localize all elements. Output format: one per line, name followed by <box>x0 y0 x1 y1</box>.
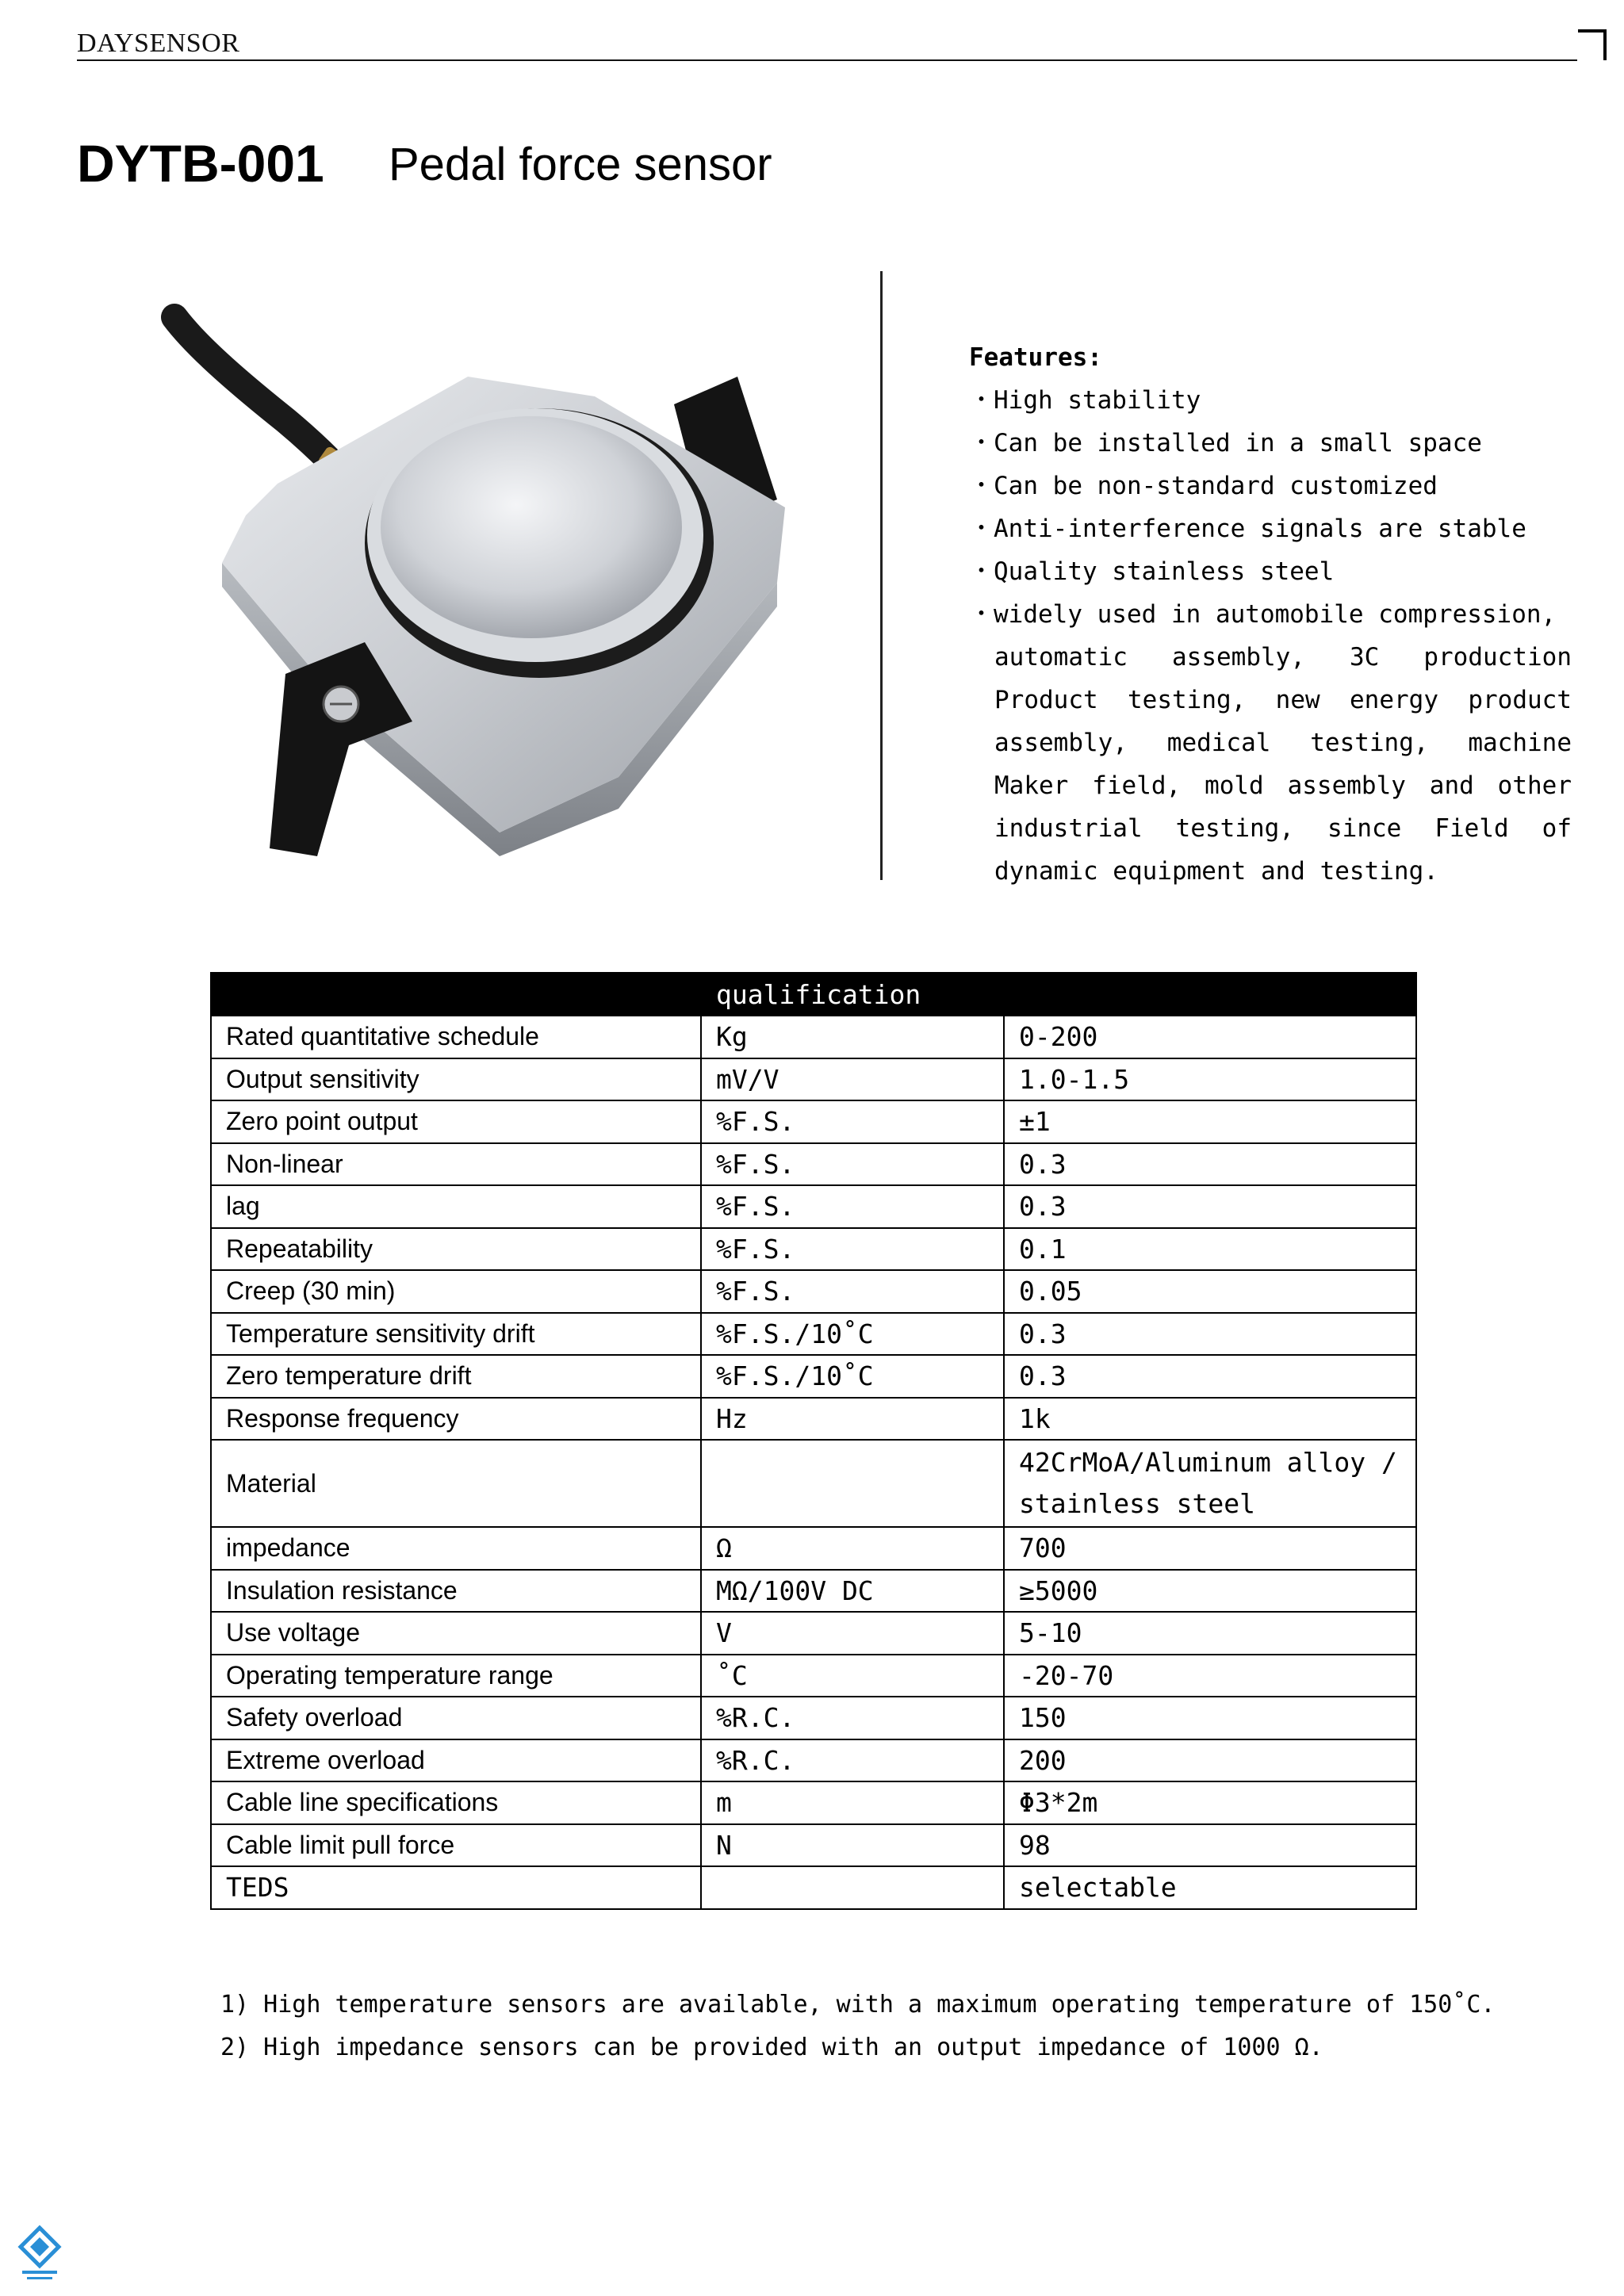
corner-bracket-icon <box>1576 29 1608 62</box>
spec-name: Insulation resistance <box>211 1570 701 1613</box>
spec-unit: %F.S. <box>701 1100 1004 1143</box>
table-row <box>211 1739 1416 1782</box>
spec-unit: Kg <box>701 1016 1004 1058</box>
spec-name: Creep (30 min) <box>211 1270 701 1313</box>
spec-name: Output sensitivity <box>211 1058 701 1101</box>
model-number: DYTB-001 <box>77 134 324 193</box>
table-row <box>211 1570 1416 1613</box>
spec-value: 200 <box>1004 1739 1416 1782</box>
spec-name: Temperature sensitivity drift <box>211 1313 701 1356</box>
product-title: Pedal force sensor <box>389 139 772 190</box>
spec-name: Zero temperature drift <box>211 1355 701 1398</box>
spec-unit: %F.S. <box>701 1185 1004 1228</box>
spec-name: Rated quantitative schedule <box>211 1016 701 1058</box>
spec-value: 98 <box>1004 1824 1416 1867</box>
features-panel <box>969 336 1572 893</box>
note-item: 1) High temperature sensors are available, with a maximum operating temperature of 150˚C. <box>220 1991 1496 2019</box>
spec-unit: ˚C <box>701 1655 1004 1697</box>
spec-name: TEDS <box>211 1866 701 1909</box>
header-rule <box>77 59 1577 61</box>
table-row <box>211 1143 1416 1186</box>
spec-value: 5-10 <box>1004 1612 1416 1655</box>
spec-name: Cable limit pull force <box>211 1824 701 1867</box>
spec-value: 1k <box>1004 1398 1416 1441</box>
spec-value: 0.1 <box>1004 1228 1416 1271</box>
spec-unit: %F.S./10˚C <box>701 1313 1004 1356</box>
feature-item: ・Quality stainless steel <box>969 557 1335 586</box>
table-row <box>211 1612 1416 1655</box>
spec-unit: N <box>701 1824 1004 1867</box>
notes <box>220 1984 1495 2069</box>
spec-name: Repeatability <box>211 1228 701 1271</box>
table-row <box>211 1398 1416 1441</box>
spec-value: 42CrMoA/Aluminum alloy / stainless steel <box>1004 1440 1416 1527</box>
feature-item: ・High stability <box>969 386 1201 415</box>
spec-value: 0.3 <box>1004 1185 1416 1228</box>
table-row <box>211 1824 1416 1867</box>
features-title: Features: <box>969 343 1102 372</box>
table-row <box>211 1781 1416 1824</box>
table-row <box>211 1228 1416 1271</box>
spec-name: impedance <box>211 1527 701 1570</box>
spec-name: lag <box>211 1185 701 1228</box>
spec-name: Zero point output <box>211 1100 701 1143</box>
feature-item: ・Can be non-standard customized <box>969 472 1438 500</box>
spec-unit: %R.C. <box>701 1697 1004 1739</box>
spec-value: 0.3 <box>1004 1313 1416 1356</box>
spec-name: Extreme overload <box>211 1739 701 1782</box>
spec-unit <box>701 1866 1004 1909</box>
table-row <box>211 1440 1416 1527</box>
spec-value: 0.3 <box>1004 1355 1416 1398</box>
table-row <box>211 1058 1416 1101</box>
spec-name: Cable line specifications <box>211 1781 701 1824</box>
spec-value: 0.3 <box>1004 1143 1416 1186</box>
spec-name: Use voltage <box>211 1612 701 1655</box>
table-row <box>211 1313 1416 1356</box>
table-row <box>211 1185 1416 1228</box>
spec-unit: %R.C. <box>701 1739 1004 1782</box>
spec-value: 700 <box>1004 1527 1416 1570</box>
table-row <box>211 1697 1416 1739</box>
product-photo <box>151 301 864 872</box>
spec-value: 150 <box>1004 1697 1416 1739</box>
spec-name: Response frequency <box>211 1398 701 1441</box>
feature-item: ・Anti-interference signals are stable <box>969 515 1526 543</box>
table-row <box>211 1270 1416 1313</box>
spec-unit: %F.S./10˚C <box>701 1355 1004 1398</box>
table-row <box>211 1355 1416 1398</box>
spec-value: -20-70 <box>1004 1655 1416 1697</box>
spec-unit: V <box>701 1612 1004 1655</box>
table-header-spacer <box>211 973 701 1016</box>
table-row <box>211 1866 1416 1909</box>
spec-name: Safety overload <box>211 1697 701 1739</box>
spec-unit: m <box>701 1781 1004 1824</box>
spec-value: selectable <box>1004 1866 1416 1909</box>
spec-name: Material <box>211 1440 701 1527</box>
table-row <box>211 1527 1416 1570</box>
spec-unit: %F.S. <box>701 1143 1004 1186</box>
spec-value: 1.0-1.5 <box>1004 1058 1416 1101</box>
note-item: 2) High impedance sensors can be provided with an output impedance of 1000 Ω. <box>220 2034 1323 2061</box>
brand-header: DAYSENSOR <box>77 29 240 58</box>
feature-paragraph: automatic assembly, 3C production Product testing, new energy product assembly, medical testing, machine Maker field, mold assembly and other industrial testing, since Field of dynamic equipment and testing. <box>994 643 1572 886</box>
spec-value: 0.05 <box>1004 1270 1416 1313</box>
spec-unit <box>701 1440 1004 1527</box>
spec-unit: MΩ/100V DC <box>701 1570 1004 1613</box>
table-row <box>211 1655 1416 1697</box>
daysensor-logo-icon <box>16 2225 63 2283</box>
spec-value: ≥5000 <box>1004 1570 1416 1613</box>
feature-item: ・widely used in automobile compression, <box>969 600 1557 629</box>
spec-unit: Hz <box>701 1398 1004 1441</box>
vertical-divider <box>880 271 883 880</box>
spec-value: 0-200 <box>1004 1016 1416 1058</box>
specification-table <box>210 972 1417 1910</box>
spec-unit: Ω <box>701 1527 1004 1570</box>
spec-unit: mV/V <box>701 1058 1004 1101</box>
table-row <box>211 1100 1416 1143</box>
table-header: qualification <box>701 973 1416 1016</box>
feature-item: ・Can be installed in a small space <box>969 429 1482 457</box>
spec-value: Φ3*2m <box>1004 1781 1416 1824</box>
spec-unit: %F.S. <box>701 1270 1004 1313</box>
spec-name: Operating temperature range <box>211 1655 701 1697</box>
spec-name: Non-linear <box>211 1143 701 1186</box>
table-row <box>211 1016 1416 1058</box>
spec-unit: %F.S. <box>701 1228 1004 1271</box>
spec-value: ±1 <box>1004 1100 1416 1143</box>
